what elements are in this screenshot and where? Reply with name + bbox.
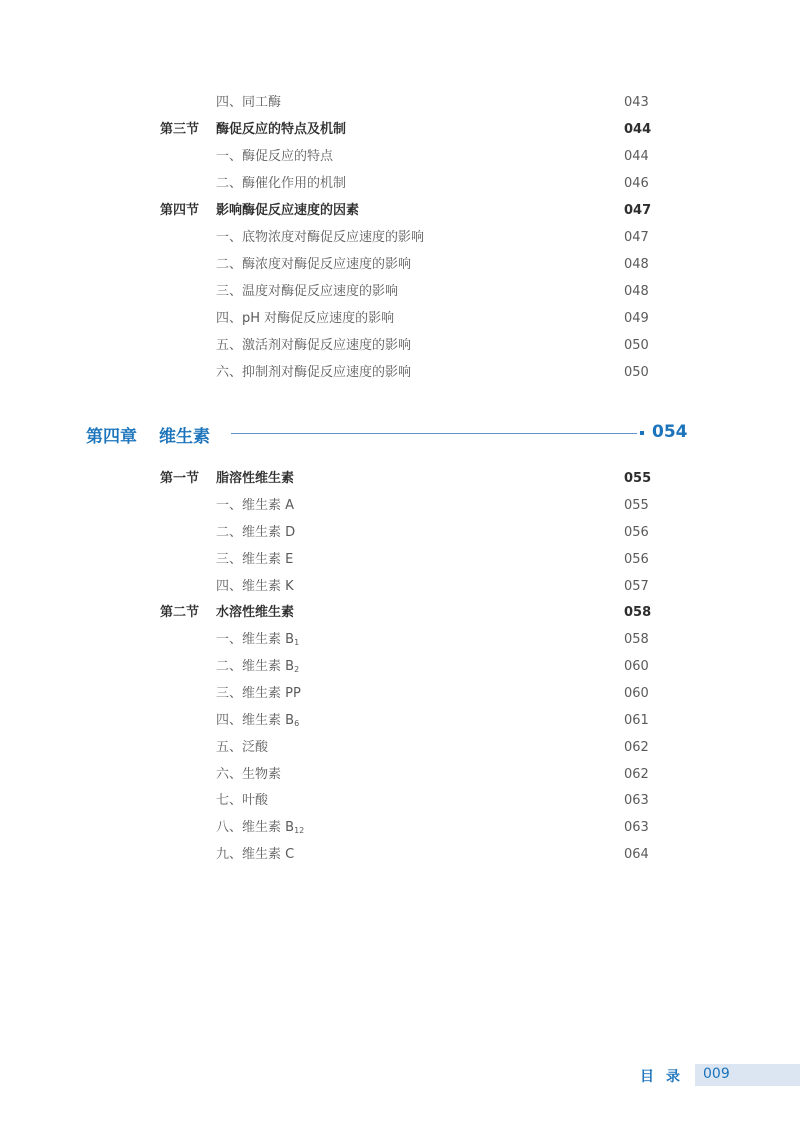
toc-ch4-section-2[interactable]: [0, 603, 800, 623]
toc-item[interactable]: [0, 228, 800, 248]
section-page: 047: [624, 203, 652, 218]
toc-item-page: 048: [624, 257, 649, 272]
toc-item-label: 三、维生素 PP: [216, 686, 301, 701]
toc-item-label: 八、维生素 $B_{12}$: [216, 820, 305, 835]
toc-item[interactable]: [0, 550, 800, 570]
toc-item[interactable]: [0, 845, 800, 865]
toc-item[interactable]: [0, 93, 800, 113]
chapter-marker-square: [640, 431, 644, 435]
section-title: 酶促反应的特点及机制: [216, 122, 347, 137]
toc-item-page: 049: [624, 311, 649, 326]
toc-item[interactable]: [0, 738, 800, 758]
toc-item-label: 五、泛酸: [216, 740, 269, 755]
toc-chapter-4[interactable]: [0, 420, 800, 448]
toc-item-label: 四、pH 对酶促反应速度的影响: [216, 311, 395, 326]
toc-item[interactable]: [0, 336, 800, 356]
toc-item-page: 062: [624, 767, 649, 782]
toc-item-page: 047: [624, 230, 649, 245]
toc-item-page: 048: [624, 284, 649, 299]
toc-item-label: 二、酶催化作用的机制: [216, 176, 347, 191]
subscript: 12: [294, 826, 305, 835]
toc-item[interactable]: [0, 174, 800, 194]
toc-item-label: 六、抑制剂对酶促反应速度的影响: [216, 365, 412, 380]
toc-item-page: 050: [624, 338, 649, 353]
toc-item-page: 060: [624, 659, 649, 674]
subscript: 6: [294, 719, 300, 728]
toc-item-label: 一、酶促反应的特点: [216, 149, 334, 164]
toc-item-label: 四、同工酶: [216, 95, 282, 110]
toc-item-page: 046: [624, 176, 649, 191]
toc-item-label: 七、叶酸: [216, 793, 269, 808]
toc-item-label: 二、维生素 D: [216, 525, 296, 540]
section-title: 水溶性维生素: [216, 605, 295, 620]
toc-item[interactable]: [0, 711, 800, 731]
chapter-page: 054: [652, 422, 688, 442]
toc-item-page: 062: [624, 740, 649, 755]
toc-item[interactable]: [0, 791, 800, 811]
toc-item[interactable]: [0, 282, 800, 302]
toc-item[interactable]: [0, 523, 800, 543]
section-number: 第二节: [160, 605, 200, 620]
toc-item-label: 五、激活剂对酶促反应速度的影响: [216, 338, 412, 353]
section-number: 第四节: [160, 203, 200, 218]
chapter-title: 维生素: [159, 427, 210, 447]
toc-item[interactable]: [0, 630, 800, 650]
toc-item-label: 四、维生素 $B_6$: [216, 713, 300, 728]
toc-item[interactable]: [0, 309, 800, 329]
toc-item-label: 二、酶浓度对酶促反应速度的影响: [216, 257, 412, 272]
section-page: 055: [624, 471, 652, 486]
toc-item[interactable]: [0, 684, 800, 704]
toc-item-page: 043: [624, 95, 649, 110]
toc-item-page: 044: [624, 149, 649, 164]
toc-item[interactable]: [0, 818, 800, 838]
toc-item-page: 063: [624, 820, 649, 835]
toc-item-page: 057: [624, 579, 649, 594]
toc-item-label: 三、温度对酶促反应速度的影响: [216, 284, 399, 299]
subscript: 1: [294, 638, 300, 647]
toc-item-label: 一、底物浓度对酶促反应速度的影响: [216, 230, 425, 245]
toc-item[interactable]: [0, 577, 800, 597]
section-number: 第三节: [160, 122, 200, 137]
toc-item-label: 六、生物素: [216, 767, 282, 782]
toc-item[interactable]: [0, 765, 800, 785]
toc-item[interactable]: [0, 657, 800, 677]
section-page: 058: [624, 605, 652, 620]
toc-item-label: 九、维生素 C: [216, 847, 295, 862]
section-number: 第一节: [160, 471, 200, 486]
toc-item-page: 061: [624, 713, 649, 728]
footer-page-number: 009: [703, 1066, 730, 1082]
section-page: 044: [624, 122, 652, 137]
footer-section-label: 目录: [640, 1069, 692, 1085]
toc-item-label: 三、维生素 E: [216, 552, 294, 567]
toc-item-page: 055: [624, 498, 649, 513]
toc-item-label: 四、维生素 K: [216, 579, 294, 594]
toc-item[interactable]: [0, 147, 800, 167]
toc-item-page: 060: [624, 686, 649, 701]
subscript: 2: [294, 665, 300, 674]
toc-ch4-section-1[interactable]: [0, 469, 800, 489]
toc-item-label: 一、维生素 $B_1$: [216, 632, 300, 647]
toc-item-page: 064: [624, 847, 649, 862]
chapter-number: 第四章: [86, 427, 137, 447]
section-title: 影响酶促反应速度的因素: [216, 203, 360, 218]
toc-item-label: 一、维生素 A: [216, 498, 295, 513]
toc-item-label: 二、维生素 $B_2$: [216, 659, 300, 674]
toc-item[interactable]: [0, 496, 800, 516]
chapter-leader-line: [231, 433, 637, 434]
toc-item-page: 056: [624, 525, 649, 540]
toc-item-page: 056: [624, 552, 649, 567]
toc-item[interactable]: [0, 255, 800, 275]
toc-section-4[interactable]: [0, 201, 800, 221]
toc-item-page: 063: [624, 793, 649, 808]
toc-section-3[interactable]: [0, 120, 800, 140]
toc-item-page: 058: [624, 632, 649, 647]
toc-item-page: 050: [624, 365, 649, 380]
toc-item[interactable]: [0, 363, 800, 383]
section-title: 脂溶性维生素: [216, 471, 295, 486]
